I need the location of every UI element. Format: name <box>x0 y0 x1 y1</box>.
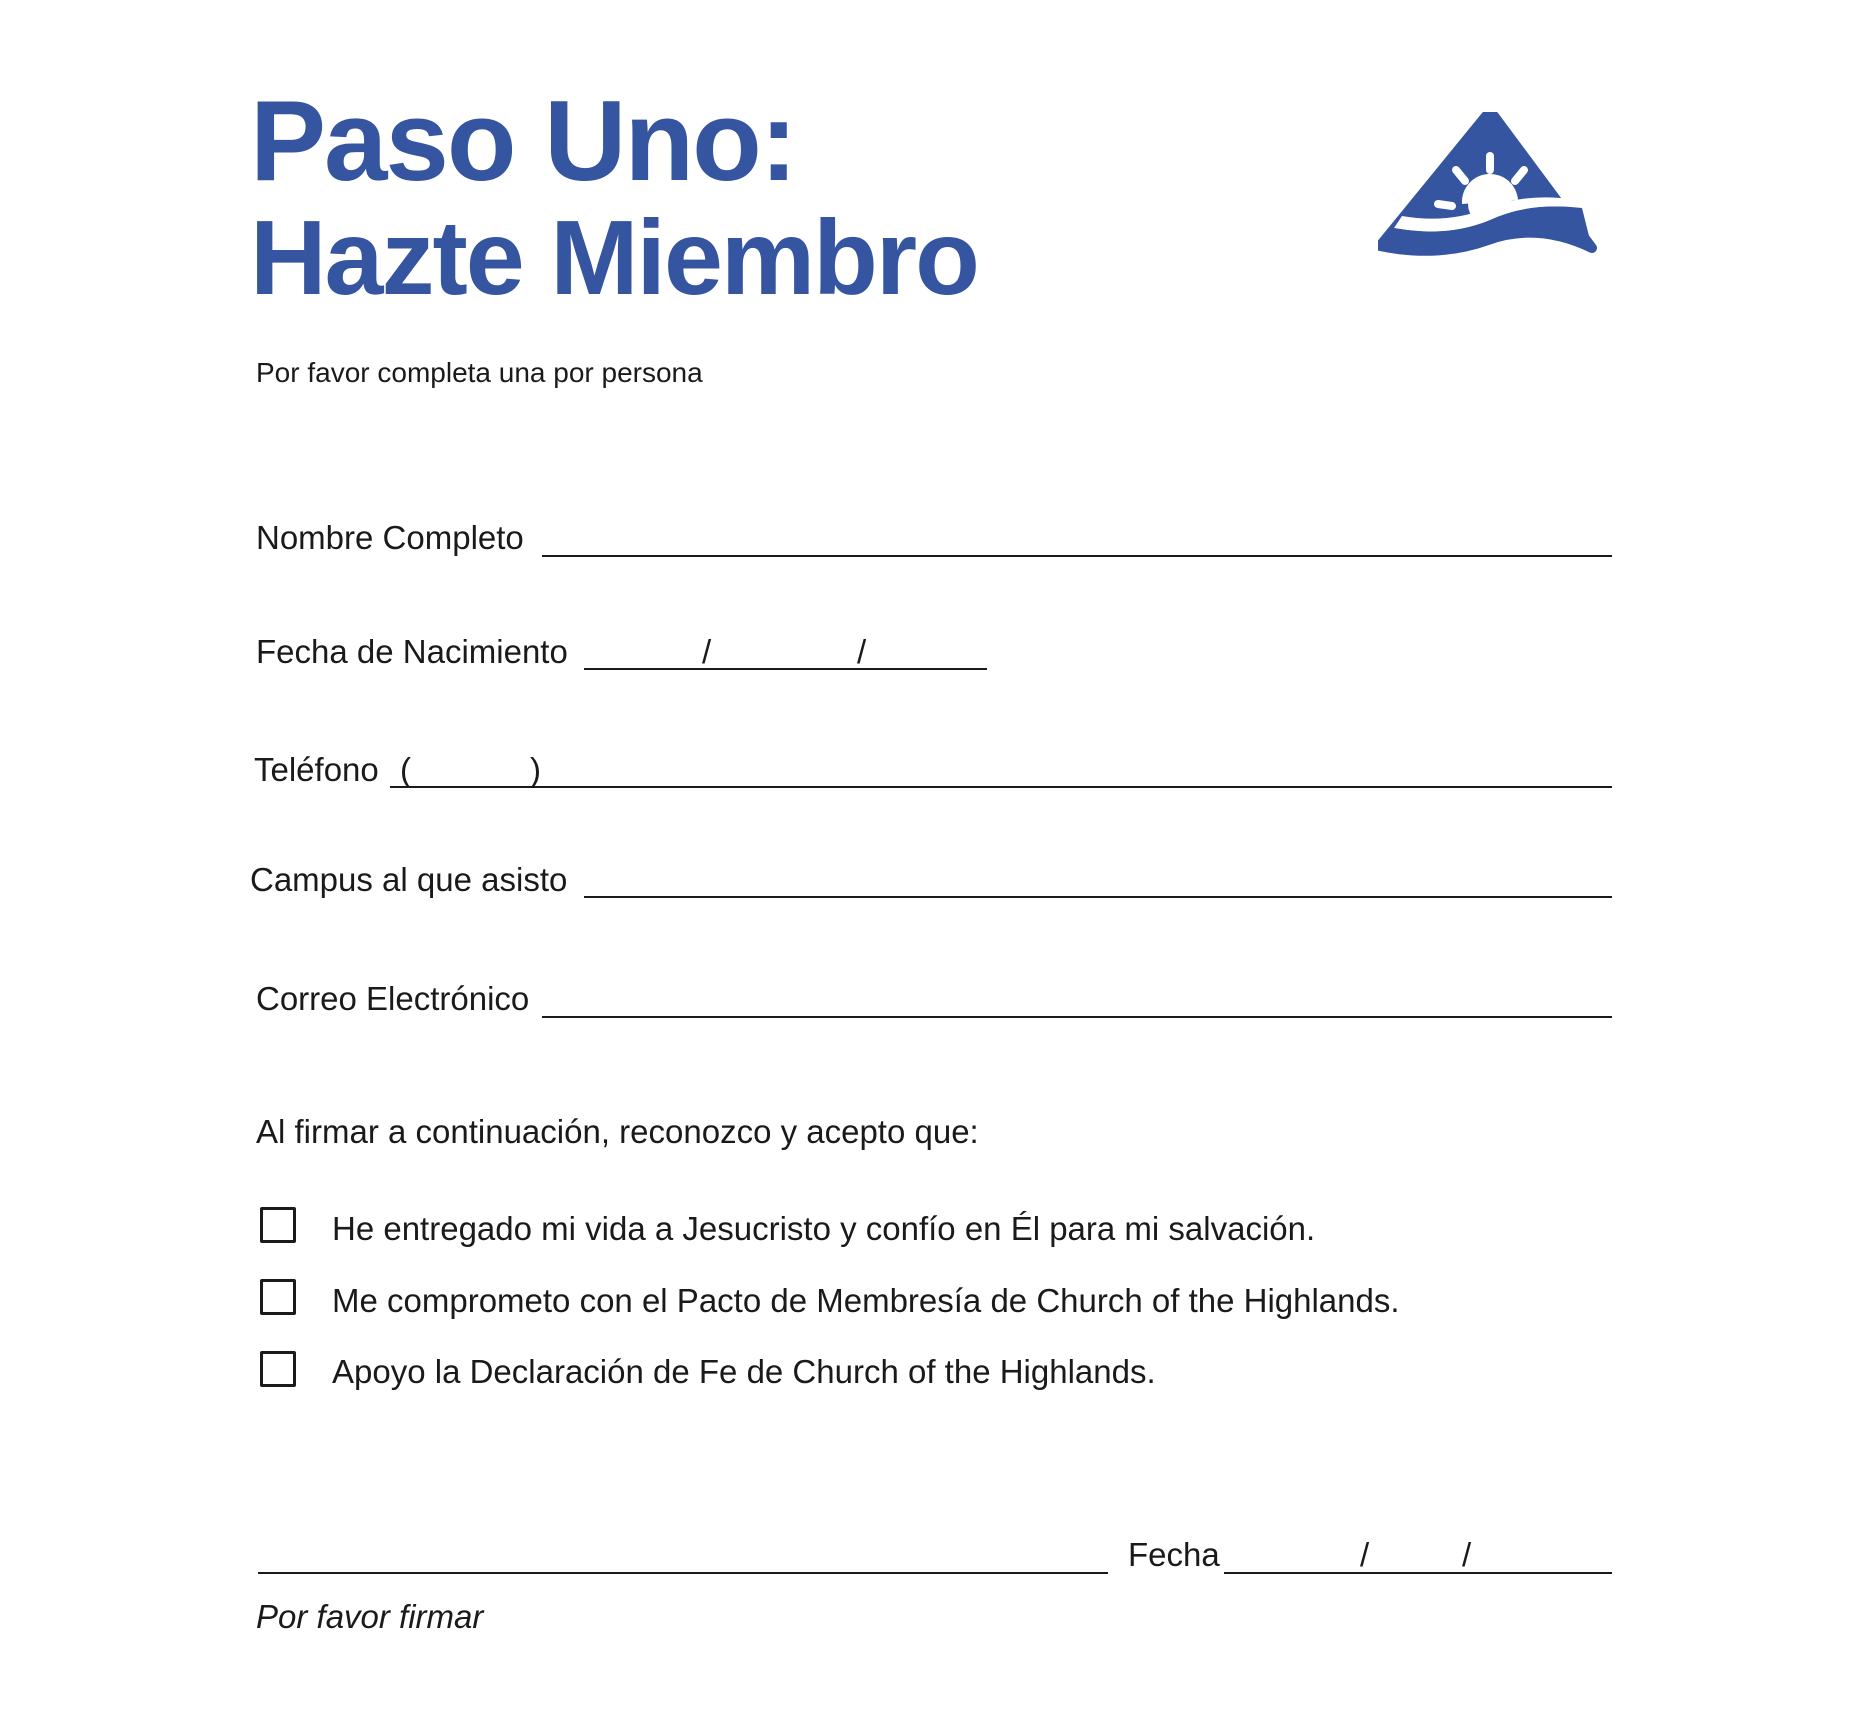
phone-area-code-close: ) <box>530 751 541 788</box>
campus-label: Campus al que asisto <box>250 861 568 898</box>
full-name-label: Nombre Completo <box>256 519 524 556</box>
agreement-checkbox-faith[interactable] <box>260 1351 296 1387</box>
phone-label: Teléfono <box>254 751 379 788</box>
page-title-line1: Paso Uno: <box>250 78 796 205</box>
agreement-intro: Al firmar a continuación, reconozco y acepto que: <box>256 1113 979 1150</box>
agreement-checkbox-covenant[interactable] <box>260 1279 296 1315</box>
email-field[interactable] <box>542 1016 1612 1018</box>
signature-date-separator-1: / <box>1360 1536 1370 1573</box>
birth-date-field[interactable] <box>584 668 987 670</box>
subtitle: Por favor completa una por persona <box>256 357 703 388</box>
birth-date-label: Fecha de Nacimiento <box>256 633 568 670</box>
agreement-checkbox-salvation[interactable] <box>260 1207 296 1243</box>
signature-date-label: Fecha <box>1128 1536 1220 1573</box>
agreement-item-label: He entregado mi vida a Jesucristo y confío en Él para mi salvación. <box>332 1210 1316 1247</box>
email-label: Correo Electrónico <box>256 980 530 1017</box>
signature-date-separator-2: / <box>1462 1536 1472 1573</box>
birth-date-separator-2: / <box>857 633 867 670</box>
full-name-field[interactable] <box>542 555 1612 557</box>
phone-area-code-open: ( <box>400 751 411 788</box>
mountain-sun-logo-icon <box>1378 112 1602 272</box>
agreement-item-label: Apoyo la Declaración de Fe de Church of the Highlands. <box>332 1353 1156 1390</box>
page-title-line2: Hazte Miembro <box>250 199 978 317</box>
signature-date-field[interactable] <box>1224 1572 1612 1574</box>
agreement-item-label: Me comprometo con el Pacto de Membresía de Church of the Highlands. <box>332 1282 1400 1319</box>
birth-date-separator-1: / <box>702 633 712 670</box>
phone-field[interactable] <box>390 786 1612 788</box>
campus-field[interactable] <box>584 896 1612 898</box>
signature-caption: Por favor firmar <box>256 1598 484 1635</box>
signature-field[interactable] <box>258 1572 1108 1574</box>
